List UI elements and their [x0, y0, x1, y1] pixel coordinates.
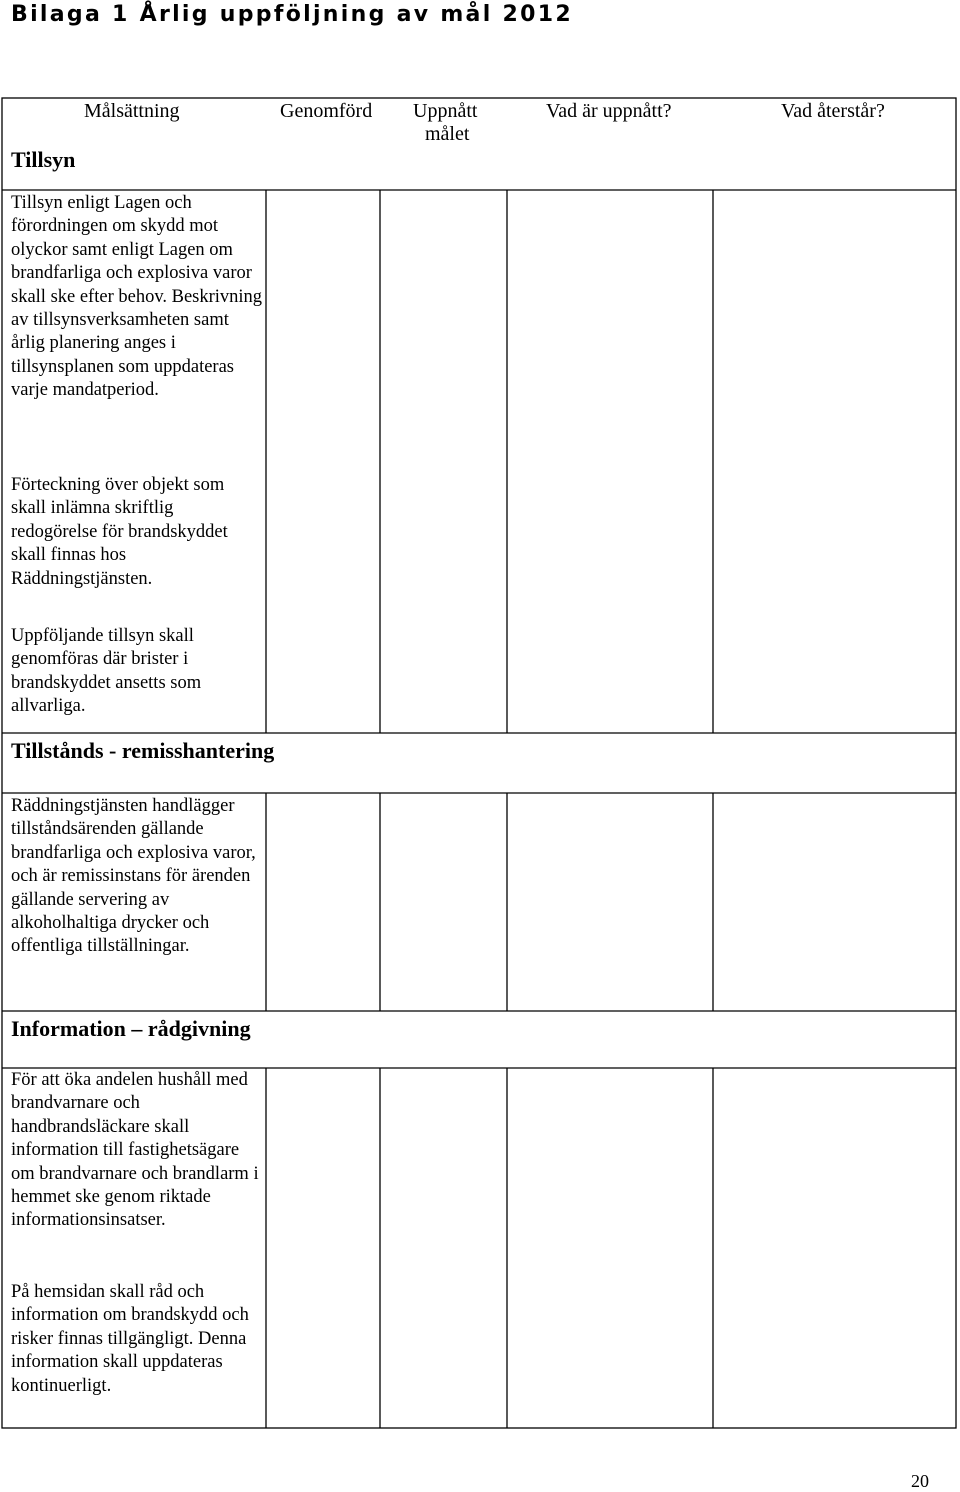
goal-text: Förteckning över objekt som skall inlämna skriftlig redogörelse för brandskyddet skall finnas hos Räddningstjänsten.	[11, 475, 228, 589]
section-heading-information: Information – rådgivning	[11, 1016, 251, 1041]
header-malet: målet	[425, 123, 470, 145]
goal-text: På hemsidan skall råd och information om brandskydd och risker finnas tillgängligt. Denna information skall uppdateras kontinuerligt.	[11, 1282, 249, 1396]
section-heading-tillsyn: Tillsyn	[11, 147, 76, 172]
goal-text: För att öka andelen hushåll med brandvarnare och handbrandsläckare skall information till fastighetsägare om brandvarnare och brandlarm i hemmet ske genom riktade informationsinsatser.	[11, 1070, 259, 1231]
goal-text: Tillsyn enligt Lagen och förordningen om skydd mot olyckor samt enligt Lagen om brandfarliga och explosiva varor skall ske efter behov. Beskrivning av tillsynsverksamheten samt årlig planering anges i tillsynsplanen som uppdateras varje mandatperiod.	[11, 193, 263, 401]
header-genomford: Genomförd	[280, 100, 373, 122]
header-malsattning: Målsättning	[84, 100, 180, 122]
header-vad-aterstar: Vad återstår?	[781, 100, 885, 122]
header-vad-uppnatt: Vad är uppnått?	[546, 100, 672, 122]
section-heading-tillstand: Tillstånds - remisshantering	[11, 738, 275, 763]
goal-text: Uppföljande tillsyn skall genomföras där brister i brandskyddet ansetts som allvarliga.	[11, 626, 202, 717]
page-number: 20	[911, 1471, 929, 1491]
goal-text: Räddningstjänsten handlägger tillståndsärenden gällande brandfarliga och explosiva varor, och är remissinstans för ärenden gällande servering av alkoholhaltiga drycker och offentliga tillställningar.	[11, 796, 256, 957]
page-title: Bilaga 1 Årlig uppföljning av mål 2012	[11, 2, 573, 27]
header-uppnatt: Uppnått	[413, 100, 478, 122]
